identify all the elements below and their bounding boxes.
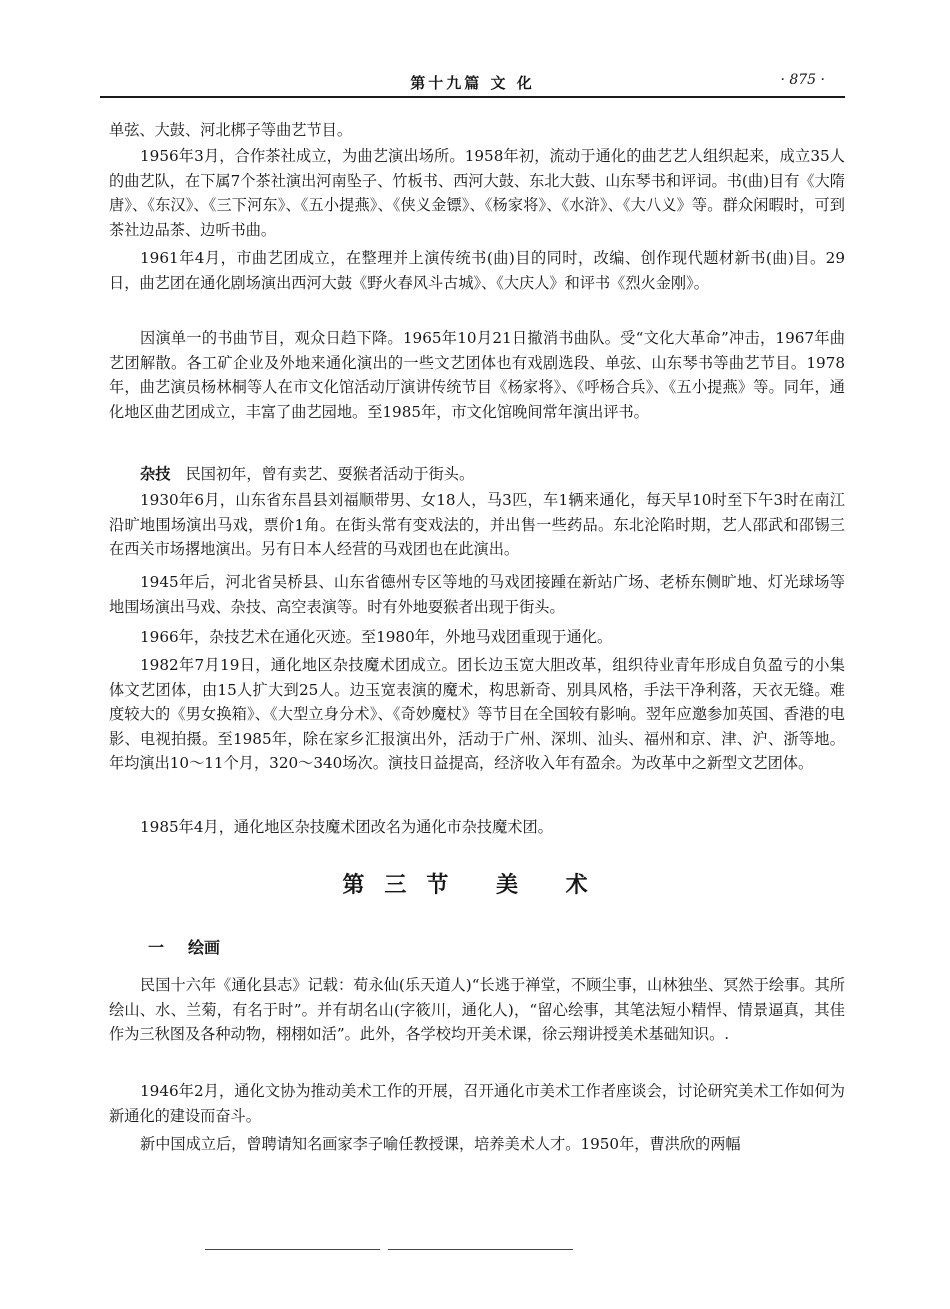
scan-artifact-line <box>388 1249 573 1250</box>
running-header <box>100 68 845 94</box>
acrobatics-lead: 杂技 <box>140 465 171 483</box>
subsection-number: 一 <box>148 938 165 957</box>
paragraph: 新中国成立后，曾聘请知名画家李子喻任教授课，培养美术人才。1950年，曹洪欣的两幅 <box>140 1135 741 1153</box>
paragraph: 单弦、大鼓、河北梆子等曲艺节目。 <box>109 121 352 139</box>
paragraph: 1966年，杂技艺术在通化灭迹。至1980年，外地马戏团重现于通化。 <box>140 628 613 646</box>
subsection-heading <box>148 935 220 958</box>
paragraph: 1982年7月19日，通化地区杂技魔术团成立。团长边玉宽大胆改革，组织待业青年形成自负盈亏的小集体文艺团体，由15人扩大到25人。边玉宽表演的魔术，构思新奇、别具风格，手法干净利落，天衣无缝。难度较大的《男女换箱》、《大型立身分术》、《奇妙魔杖》等节目在全国较有影响。翌年应邀参加英国、香港的电影、电视拍摄。至1985年，除在家乡汇报演出外，活动于广州、深圳、汕头、福州和京、津、沪、浙等地。年均演出10～11个月，320～340场次。演技日益提高，经济收入年有盈余。为改革中之新型文艺团体。 <box>109 656 845 773</box>
paragraph: 1956年3月，合作茶社成立，为曲艺演出场所。1958年初，流动于通化的曲艺艺人组织起来，成立35人的曲艺队，在下属7个茶社演出河南坠子、竹板书、西河大鼓、东北大鼓、山东琴书和评词。书(曲)目有《大隋唐》、《东汉》、《三下河东》、《五小提燕》、《侠义金镖》、《杨家将》、《水浒》、《大八义》等。群众闲暇时，可到茶社边品茶、边听书曲。 <box>109 147 845 239</box>
paragraph: 1930年6月，山东省东昌县刘福顺带男、女18人，马3匹，车1辆来通化，每天早10时至下午3时在南江沿旷地围场演出马戏，票价1角。在街头常有变戏法的，并出售一些药品。东北沦陷时期，艺人邵武和邵锡三在西关市场撂地演出。另有日本人经营的马戏团也在此演出。 <box>109 491 845 559</box>
scan-artifact-line <box>205 1249 380 1250</box>
acrobatics-intro-paragraph <box>109 462 845 487</box>
paragraph: 1985年4月，通化地区杂技魔术团改名为通化市杂技魔术团。 <box>140 818 553 836</box>
page-number: · 875 · <box>780 72 825 88</box>
paragraph: 因演单一的书曲节目，观众日趋下降。1965年10月21日撤消书曲队。受“文化大革命”冲击，1967年曲艺团解散。各工矿企业及外地来通化演出的一些文艺团体也有戏剧选段、单弦、山东琴书等曲艺节目。1978年，曲艺演员杨林桐等人在市文化馆活动厅演讲传统节目《杨家将》、《呼杨合兵》、《五小提燕》等。同年，通化地区曲艺团成立，丰富了曲艺园地。至1985年，市文化馆晚间常年演出评书。 <box>109 329 845 421</box>
chapter-title: 第十九篇 文 化 <box>410 74 535 92</box>
paragraph: 1945年后，河北省吴桥县、山东省德州专区等地的马戏团接踵在新站广场、老桥东侧旷地、灯光球场等地围场演出马戏、杂技、高空表演等。时有外地耍猴者出现于街头。 <box>109 573 845 616</box>
paragraph: 1946年2月，通化文协为推动美术工作的开展，召开通化市美术工作者座谈会，讨论研究美术工作如何为新通化的建设而奋斗。 <box>109 1082 845 1125</box>
acrobatics-intro: 民国初年，曾有卖艺、耍猴者活动于街头。 <box>185 465 475 483</box>
subsection-title: 绘画 <box>188 938 221 957</box>
paragraph: 民国十六年《通化县志》记载：荀永仙(乐天道人)“长逃于禅堂，不顾尘事，山林独坐、冥然于绘事。其所绘山、水、兰菊，有名于时”。并有胡名山(字筱川，通化人)，“留心绘事，其笔法短小精悍、情景逼真，其佳作为三秋图及各种动物，栩栩如活”。此外，各学校均开美术课，徐云翔讲授美术基础知识。. <box>109 976 845 1044</box>
paragraph: 1961年4月，市曲艺团成立，在整理并上演传统书(曲)目的同时，改编、创作现代题材新书(曲)目。29日，曲艺团在通化剧场演出西河大鼓《野火春风斗古城》、《大庆人》和评书《烈火金刚》。 <box>109 249 845 292</box>
section-title: 第三节 美 术 <box>342 872 608 898</box>
header-rule <box>100 96 845 98</box>
